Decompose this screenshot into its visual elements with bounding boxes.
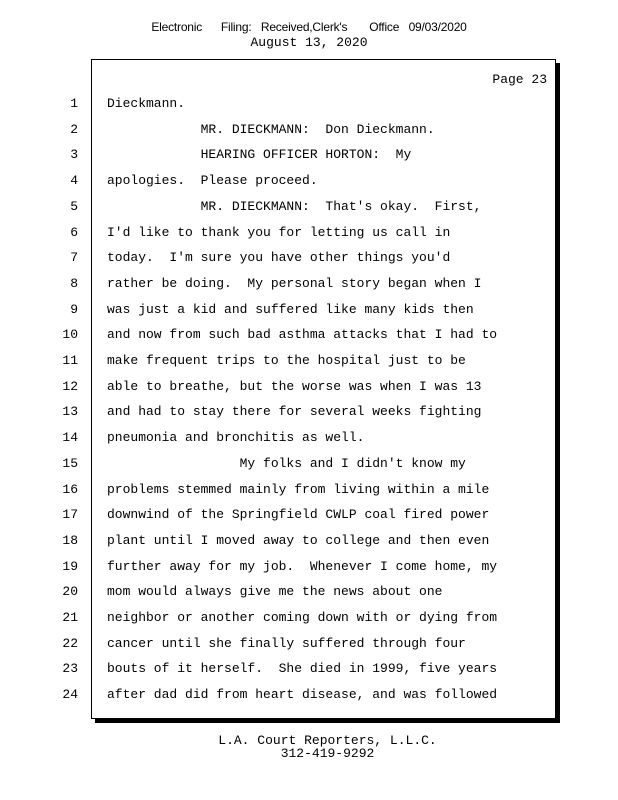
transcript-line — [62, 635, 555, 660]
line-text: bouts of it herself. She died in 1999, five years — [107, 661, 498, 677]
line-number: 21 — [62, 610, 78, 625]
line-text: able to breathe, but the worse was when I was 13 — [107, 378, 482, 394]
line-number: 19 — [62, 558, 78, 574]
transcript-line — [62, 378, 555, 403]
line-number: 9 — [70, 301, 78, 317]
line-text: apologies. Please proceed. — [107, 173, 318, 189]
filing-stamp: Electronic Filing: Received,Clerk's Office 09/03/2020 — [151, 20, 467, 34]
transcript-date: August 13, 2020 — [250, 35, 368, 50]
transcript-line — [62, 455, 555, 480]
line-number: 6 — [70, 224, 78, 240]
line-number: 17 — [62, 507, 78, 523]
transcript-line — [62, 506, 555, 531]
transcript-line — [70, 301, 555, 326]
line-number: 11 — [62, 353, 78, 368]
transcript-line — [62, 532, 555, 557]
transcript-line — [62, 326, 555, 351]
line-number: 15 — [62, 455, 78, 471]
line-number: 7 — [70, 250, 78, 266]
transcript-line — [62, 686, 555, 711]
line-text: My folks and I didn't know my — [107, 455, 466, 471]
transcript-line — [62, 558, 555, 583]
line-number: 24 — [62, 687, 78, 703]
transcript-line — [70, 146, 555, 171]
line-number: 3 — [70, 147, 78, 163]
line-number: 20 — [62, 584, 78, 600]
line-text: downwind of the Springfield CWLP coal fired power — [107, 507, 490, 523]
line-text: I'd like to thank you for letting us call in — [107, 224, 451, 240]
line-number: 5 — [70, 198, 78, 214]
line-text: pneumonia and bronchitis as well. — [107, 430, 365, 446]
transcript-line — [62, 352, 555, 377]
transcript-line — [62, 429, 555, 454]
line-number: 4 — [70, 173, 78, 189]
line-text: was just a kid and suffered like many kids then — [107, 301, 474, 317]
transcript-line — [62, 660, 555, 685]
transcript-line — [70, 121, 555, 146]
line-text: plant until I moved away to college and then even — [107, 532, 490, 548]
line-number: 12 — [62, 378, 78, 394]
line-text: after dad did from heart disease, and was followed — [107, 687, 498, 703]
transcript-line — [70, 95, 555, 120]
line-number: 13 — [62, 404, 78, 420]
transcript-line — [70, 224, 555, 249]
transcript-line — [62, 583, 555, 608]
line-text: today. I'm sure you have other things you'd — [107, 250, 451, 266]
reporter-phone: 312-419-9292 — [280, 746, 375, 761]
page-number: Page 23 — [492, 72, 547, 87]
line-text: and now from such bad asthma attacks that I had to — [107, 327, 498, 343]
line-number: 14 — [62, 430, 78, 446]
line-text: further away for my job. Whenever I come home, my — [107, 558, 498, 574]
line-text: problems stemmed mainly from living within a mile — [107, 481, 490, 497]
reporter-company: L.A. Court Reporters, L.L.C. — [218, 733, 437, 748]
transcript-line — [62, 403, 555, 428]
line-text: rather be doing. My personal story began when I — [107, 275, 482, 291]
transcript-line — [62, 481, 555, 506]
line-text: MR. DIECKMANN: Don Dieckmann. — [107, 121, 435, 137]
line-number: 2 — [70, 121, 78, 137]
line-number: 16 — [62, 481, 78, 497]
line-text: HEARING OFFICER HORTON: My — [107, 147, 412, 163]
transcript-line — [70, 275, 555, 300]
transcript-line — [62, 609, 555, 634]
line-text: and had to stay there for several weeks fighting — [107, 404, 482, 420]
line-number: 22 — [62, 635, 78, 651]
line-text: cancer until she finally suffered through four — [107, 635, 466, 651]
transcript-lines — [62, 60, 555, 718]
line-number: 10 — [62, 327, 78, 343]
line-number: 1 — [70, 96, 78, 111]
transcript-line — [70, 198, 555, 223]
line-text: Dieckmann. — [107, 96, 186, 111]
line-number: 8 — [70, 275, 78, 291]
transcript-page — [62, 59, 556, 719]
line-text: make frequent trips to the hospital just to be — [107, 353, 466, 368]
line-text: neighbor or another coming down with or dying from — [107, 610, 498, 625]
line-text: MR. DIECKMANN: That's okay. First, — [107, 198, 482, 214]
line-text: mom would always give me the news about one — [107, 584, 443, 600]
transcript-line — [70, 249, 555, 274]
line-number: 23 — [62, 661, 78, 677]
transcript-line — [70, 172, 555, 197]
line-number: 18 — [62, 532, 78, 548]
